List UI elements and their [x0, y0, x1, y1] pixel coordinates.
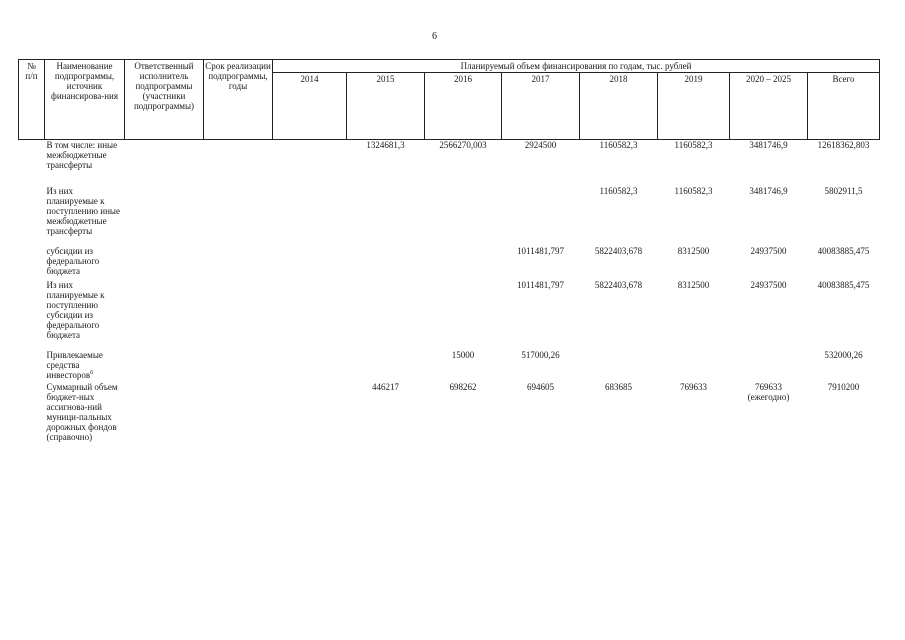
value-cell [273, 280, 347, 350]
value-cell: 1160582,3 [599, 186, 638, 196]
value-cell [273, 382, 347, 474]
value-cell [347, 280, 425, 350]
value-cell: 698262 [449, 382, 477, 392]
col-header-executor: Ответственный исполнитель подпрограммы (участники подпрограммы) [125, 60, 204, 140]
year-header: 2017 [502, 73, 580, 140]
value-cell [347, 246, 425, 280]
value-cell: 683685 [605, 382, 632, 392]
value-cell: 694605 [527, 382, 554, 392]
value-cell [580, 350, 658, 382]
value-cell: 5822403,678 [594, 246, 643, 256]
value-cell [273, 246, 347, 280]
value-cell [730, 350, 808, 382]
value-cell [425, 186, 502, 246]
table-row [19, 350, 880, 382]
value-cell: 24937500 [750, 280, 787, 290]
value-cell: 12618362,803 [817, 140, 870, 150]
financing-table [18, 59, 880, 474]
value-cell [347, 186, 425, 246]
value-cell: 7910200 [827, 382, 860, 392]
year-header: 2020 – 2025 [730, 73, 808, 140]
table-row [19, 140, 880, 187]
row-label: Из них планируемые к поступлению субсидии из федерального бюджета [46, 280, 105, 340]
value-cell: 3481746,9 [749, 140, 788, 150]
row-label: Из них планируемые к поступлению иные межбюджетные трансферты [46, 186, 120, 236]
row-label: субсидии из федерального бюджета [46, 246, 100, 276]
value-cell [273, 350, 347, 382]
total-header: Всего [808, 73, 880, 140]
col-header-term: Срок реализации подпрограммы, годы [204, 60, 273, 140]
value-cell [273, 186, 347, 246]
value-cell: 1160582,3 [674, 186, 713, 196]
value-cell: 446217 [372, 382, 399, 392]
value-cell: 8312500 [677, 246, 710, 256]
row-label: Суммарный объем бюджет-ных ассигнова-ний муници-пальных дорожных фондов (справочно) [46, 382, 118, 442]
value-cell: 8312500 [677, 280, 710, 290]
value-cell: 3481746,9 [749, 186, 788, 196]
col-header-name: Наименование подпрограммы, источник финансирова-ния [45, 60, 125, 140]
value-cell [502, 186, 580, 246]
value-cell: 769633 (ежегодно) [747, 382, 790, 402]
value-cell: 1011481,797 [517, 280, 564, 290]
table-row [19, 382, 880, 474]
year-header: 2015 [347, 73, 425, 140]
value-cell: 15000 [451, 350, 475, 360]
value-cell: 1324681,3 [366, 140, 405, 150]
year-header: 2016 [425, 73, 502, 140]
year-header: 2014 [273, 73, 347, 140]
value-cell: 769633 [680, 382, 707, 392]
col-header-planned: Планируемый объем финансирования по годам, тыс. рублей [273, 60, 880, 73]
value-cell [425, 246, 502, 280]
value-cell: 5802911,5 [824, 186, 863, 196]
value-cell: 1160582,3 [674, 140, 713, 150]
value-cell: 24937500 [750, 246, 787, 256]
page-number: 6 [432, 31, 437, 42]
row-label-text: Привлекаемые средства инвесторов [46, 350, 103, 380]
value-cell: 2924500 [524, 140, 557, 150]
col-header-number: № п/п [19, 60, 45, 140]
footnote-marker: 6 [90, 370, 94, 376]
value-cell [347, 350, 425, 382]
value-cell [273, 140, 347, 187]
value-cell [658, 350, 730, 382]
row-label [45, 350, 125, 382]
value-cell: 517000,26 [521, 350, 560, 360]
year-header: 2019 [658, 73, 730, 140]
value-cell: 532000,26 [824, 350, 863, 360]
row-label: В том числе: иные межбюджетные трансферты [46, 140, 118, 170]
value-cell: 5822403,678 [594, 280, 643, 290]
year-header: 2018 [580, 73, 658, 140]
table-row [19, 280, 880, 350]
value-cell [425, 280, 502, 350]
value-cell: 1160582,3 [599, 140, 638, 150]
value-cell: 2566270,003 [439, 140, 487, 150]
table-row [19, 186, 880, 246]
value-cell: 1011481,797 [517, 246, 564, 256]
value-cell: 40083885,475 [817, 246, 870, 256]
table-row [19, 246, 880, 280]
value-cell: 40083885,475 [817, 280, 870, 290]
